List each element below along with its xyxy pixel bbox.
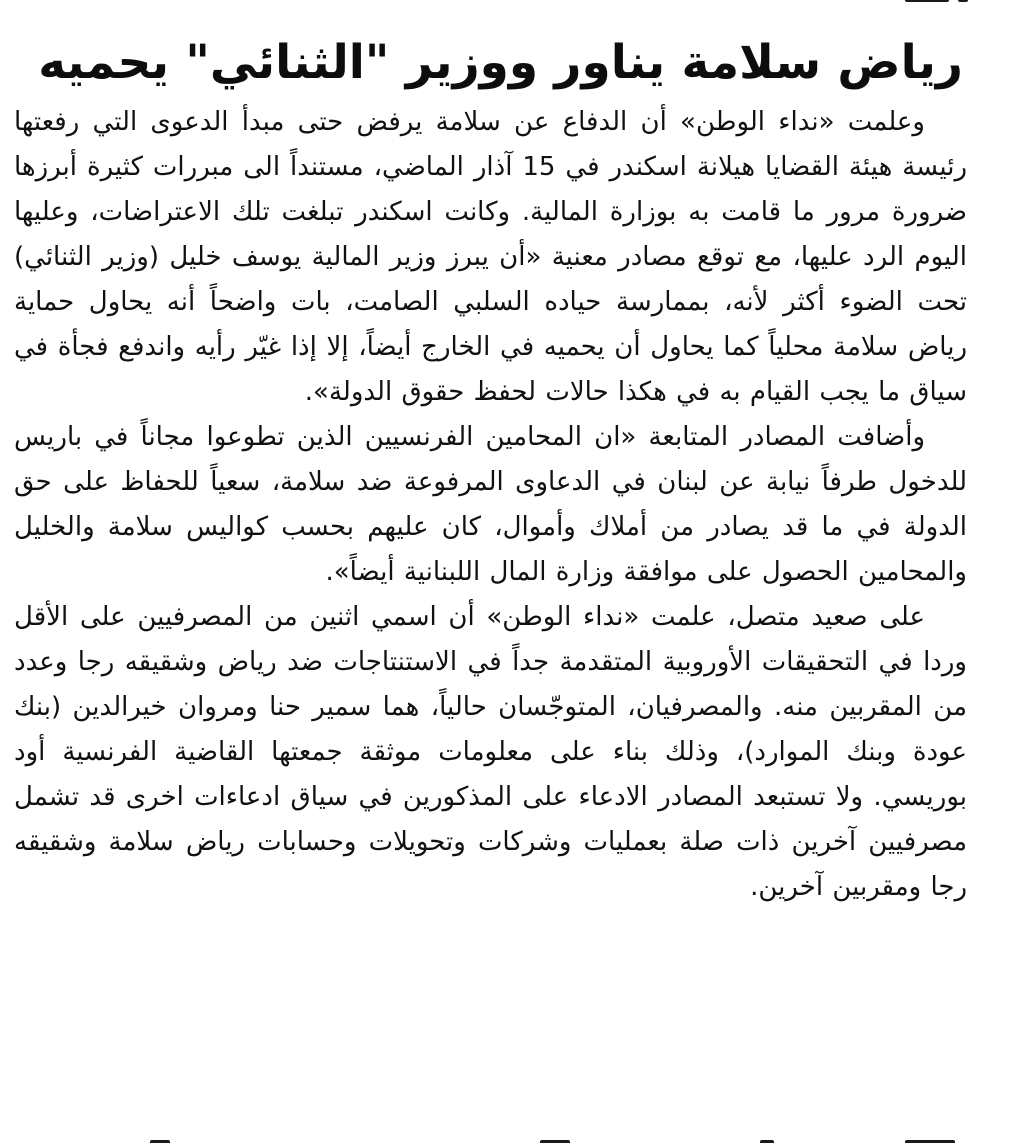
article-paragraph-1: وعلمت «نداء الوطن» أن الدفاع عن سلامة يرفض حتى مبدأ الدعوى التي رفعتها رئيسة هيئة القضايا هيلانة اسكندر في 15 آذار الماضي، مستنداً الى مبررات كثيرة أبرزها ضرورة مرور ما قامت به بوزارة المالية. وكانت اسكندر تبلغت تلك الاعتراضات، وعليها اليوم الرد عليها، مع توقع مصادر معنية «أن يبرز وزير المالية يوسف خليل (وزير الثنائي) تحت الضوء أكثر لأنه، بممارسة حياده السلبي الصامت، بات واضحاً أنه يحاول حماية رياض سلامة محلياً كما يحاول أن يحميه في الخارج أيضاً، إلا إذا غيّر رأيه واندفع فجأة في سياق ما يجب القيام به في هكذا حالات لحفظ حقوق الدولة».: [14, 107, 967, 407]
cropped-bottom-text-fragments: [0, 1133, 1021, 1143]
news-article: [14, 28, 967, 910]
article-headline: رياض سلامة يناور ووزير "الثنائي" يحميه: [38, 35, 963, 90]
article-body: [14, 100, 967, 910]
article-paragraph-2: وأضافت المصادر المتابعة «ان المحامين الفرنسيين الذين تطوعوا مجاناً في باريس للدخول طرفاً نيابة عن لبنان في الدعاوى المرفوعة ضد سلامة، سعياً للحفاظ على حق الدولة في ما قد يصادر من أملاك وأموال، كان عليهم بحسب كواليس سلامة والخليل والمحامين الحصول على موافقة وزارة المال اللبنانية أيضاً».: [14, 422, 967, 587]
article-paragraph-3: على صعيد متصل، علمت «نداء الوطن» أن اسمي اثنين من المصرفيين على الأقل وردا في التحقيقات الأوروبية المتقدمة جداً في الاستنتاجات ضد رياض وشقيقه رجا وعدد من المقربين منه. والمصرفيان، المتوجّسان حالياً، هما سمير حنا ومروان خيرالدين (بنك عودة وبنك الموارد)، وذلك بناء على معلومات موثقة جمعتها القاضية الفرنسية أود بوريسي. ولا تستبعد المصادر الادعاء على المذكورين في سياق ادعاءات اخرى قد تشمل مصرفيين آخرين ذات صلة بعمليات وشركات وتحويلات وحسابات رياض سلامة وشقيقه رجا ومقربين آخرين.: [14, 602, 967, 902]
cropped-top-text-fragments: [0, 0, 1021, 14]
